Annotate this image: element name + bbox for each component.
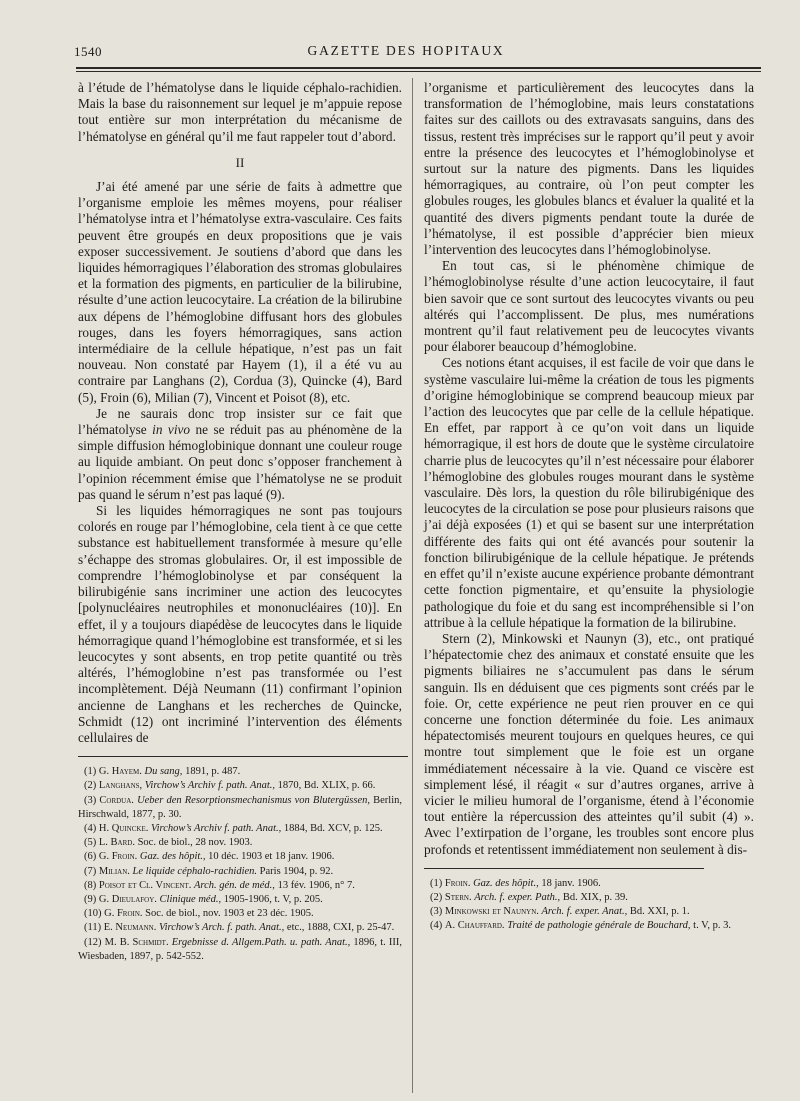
footnotes-rule xyxy=(424,868,704,869)
footnote: (12) M. B. Schmidt. Ergebnisse d. Allgem.Path. u. path. Anat., 1896, t. III, Wiesbaden, 1897, p. 542-552. xyxy=(78,936,402,962)
footnote: (3) Cordua. Ueber den Resorptionsmechanismus von Blutergüssen, Berlin, Hirschwald, 1877, p. 30. xyxy=(78,794,402,820)
footnote: (2) Langhans, Virchow’s Archiv f. path. Anat., 1870, Bd. XLIX, p. 66. xyxy=(84,780,376,792)
footnote: (9) G. Dieulafoy. Clinique méd., 1905-1906, t. V, p. 205. xyxy=(84,893,323,905)
footnote: (4) A. Chauffard. Traité de pathologie générale de Bouchard, t. V, p. 3. xyxy=(430,920,731,932)
footnote: (2) Stern. Arch. f. exper. Path., Bd. XIX, p. 39. xyxy=(430,891,628,903)
column-divider xyxy=(412,78,413,1093)
paragraph: Ces notions étant acquises, il est facile de voir que dans le système vasculaire lui-même la création de tous les pigments d’origine hémoglobinique se comprend beaucoup mieux par l’action des leucocytes que par celle de la cellule hépatique. En effet, par rapport à ce qu’on voit dans un liquide hémorragique, il est hors de doute que le système circulatoire charrie plus de leucocytes qu’il n’est nécessaire pour élaborer l’hémoglobine des globules rouges mourant dans le système vasculaire. Dès lors, la question du rôle bilirubigénique des leucocytes de la circulation se pose pour plusieurs raisons que j’ai déjà exposées (1) et qui se basent sur une interprétation différente des faits qui ont été avancés pour soutenir la fonction bilirubigénique de la cellule hépatique. Je prétends en effet qu’il n’existe aucune expérience probante démontrant cette fonction pigmentaire, et qu’ensuite la physiologie pathologique du foie et du sang est incompréhensible si l’on attribue à la cellule hépatique la formation de la bilirubine. xyxy=(424,355,754,630)
paragraph: En tout cas, si le phénomène chimique de l’hémoglobinolyse résulte d’une action leucocytaire, il faut bien savoir que ce sont surtout des leucocytes vivants ou peu altérés qui l’accomplissent. De plus, mes numérations montrent qu’il faut relativement peu de leucocytes vivants pour élaborer beaucoup d’hémoglobine. xyxy=(424,258,754,355)
left-column xyxy=(78,80,402,964)
page-header xyxy=(56,40,756,64)
footnote: (3) Minkowski et Naunyn. Arch. f. exper. Anat., Bd. XXI, p. 1. xyxy=(430,906,690,918)
footnote: (11) E. Neumann. Virchow’s Arch. f. path. Anat., etc., 1888, CXI, p. 25-47. xyxy=(84,922,395,934)
footnote: (10) G. Froin. Soc. de biol., nov. 1903 et 23 déc. 1905. xyxy=(84,908,314,920)
paragraph: Stern (2), Minkowski et Naunyn (3), etc., ont pratiqué l’hépatectomie chez des animaux et constaté ensuite que les pigments biliaires ne s’accumulent pas dans le sérum sanguin. Ils en déduisent que ces pigments sont créés par le foie. Or, cette expérience ne peut rien prouver en ce qui concerne une fonction déterminée du foie. Les animaux hépatectomisés meurent toujours en quelques heures, ce qui montre tout simplement que le foie est un organe immédiatement nécessaire à la vie. Quand ce viscère est simplement lésé, il réagit « sur d’autres organes, arrive à vicier le milieu humoral de l’organisme, étend à l’économie tout entière la répercussion des atteintes qu’il subit (4) ». Avec l’extirpation de l’organe, les troubles sont encore plus profonds et retentissent immédiatement non seulement à dis- xyxy=(424,630,754,857)
footnote: (6) G. Froin. Gaz. des hôpit., 10 déc. 1903 et 18 janv. 1906. xyxy=(84,851,335,863)
footnotes xyxy=(78,765,402,964)
paragraph: Je ne saurais donc trop insister sur ce fait que l’hématolyse in vivo ne se réduit pas au phénomène de la simple diffusion hémoglobinique donnant une couleur rouge au liquide ambiant. On peut donc s’opposer franchement à l’opinion récemment émise que l’hématolyse ne se produit pas quand le sérum n’est pas laqué (9). xyxy=(78,405,402,502)
footnote: (8) Poisot et Cl. Vincent. Arch. gén. de méd., 13 fév. 1906, n° 7. xyxy=(84,879,355,891)
header-rule-thin xyxy=(76,71,761,72)
paragraph: l’organisme et particulièrement des leucocytes dans la transformation de l’hémoglobine, mais leurs constatations faites sur des caillots ou des extravasats sanguins, dans des tissus, restent très imprécises sur le rapport qu’il peut y avoir entre la présence des leucocytes et l’hémoglobinolyse et surtout sur la nature des pigments. Dans les liquides hémorragiques, au contraire, où l’on peut compter les globules rouges, les globules blancs et évaluer la qualité et la quantité des divers pigments pendant toute la durée de l’hématolyse, il est possible d’apprécier bien mieux l’intervention des leucocytes dans l’hémoglobinolyse. xyxy=(424,80,754,258)
paragraph: Si les liquides hémorragiques ne sont pas toujours colorés en rouge par l’hémoglobine, cela tient à ce que cette substance est habituellement transformée à mesure qu’elle s’échappe des stromas globulaires. Or, il est impossible de comprendre l’hémoglobinolyse et par conséquent la bilirubigénie sans incriminer une action des leucocytes [polynucléaires neutrophiles et mononucléaires (10)]. En effet, il y a toujours diapédèse de leucocytes dans le liquide hémorragique quand l’hémoglobine est transformée, et si les leucocytes y sont absents, en trop petite quantité ou très altérés, l’hémoglobine n’est pas transformée ou l’est incomplètement. Déjà Neumann (11) confirmant l’opinion ancienne de Langhans et les recherches de Quincke, Schmidt (12) ont incriminé l’intervention des éléments cellulaires de xyxy=(78,503,402,745)
footnotes-rule xyxy=(78,756,408,757)
footnote: (5) L. Bard. Soc. de biol., 28 nov. 1903. xyxy=(84,837,253,849)
header-rule xyxy=(76,67,761,69)
footnote: (4) H. Quincke. Virchow’s Archiv f. path. Anat., 1884, Bd. XCV, p. 125. xyxy=(84,822,383,834)
paragraph: J’ai été amené par une série de faits à admettre que l’organisme emploie les mêmes moyens, pour réaliser l’hématolyse intra et l’hématolyse extra-vasculaire. Ces faits peuvent être groupés en deux propositions que je vais exposer successivement. Je soutiens d’abord que dans les liquides hémorragiques l’élaboration des stromas globulaires et la formation des pigments, en particulier de la bilirubine, résulte d’une action leucocytaire. La création de la bilirubine aux dépens de l’hémoglobine diffusant hors des globules rouges, dans les foyers hémorragiques, sans action intermédiaire de la cellule hépatique, n’est pas un fait nouveau. Non constaté par Hayem (1), il a été vu au contraire par Langhans (2), Cordua (3), Quincke (4), Bard (5), Froin (6), Milian (7), Vincent et Poisot (8), etc. xyxy=(78,179,402,405)
right-column xyxy=(424,80,754,934)
paragraph: à l’étude de l’hématolyse dans le liquide céphalo-rachidien. Mais la base du raisonnement sur lequel je m’appuie repose tout entière sur mon interprétation du mécanisme de l’hématolyse en général qu’il me faut rappeler tout d’abord. xyxy=(78,80,402,144)
footnote: (7) Milian. Le liquide céphalo-rachidien. Paris 1904, p. 92. xyxy=(84,865,334,877)
footnotes xyxy=(424,877,754,934)
footnote: (1) Froin. Gaz. des hôpit., 18 janv. 1906. xyxy=(430,877,601,889)
page-number: 1540 xyxy=(74,44,102,59)
section-number: II xyxy=(235,154,245,170)
footnote: (1) G. Hayem. Du sang, 1891, p. 487. xyxy=(84,766,241,778)
journal-title: GAZETTE DES HOPITAUX xyxy=(307,43,505,58)
